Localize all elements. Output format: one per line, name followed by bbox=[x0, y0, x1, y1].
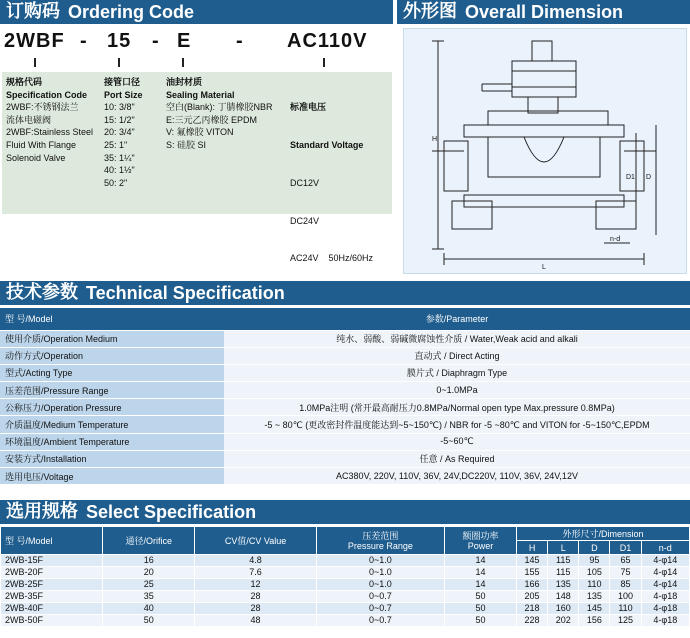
legend-head-cn: 接管口径 bbox=[104, 77, 141, 87]
th-dimension: 外形尺寸/Dimension bbox=[516, 527, 689, 541]
table-cell: 4.8 bbox=[195, 555, 316, 567]
table-cell: 110 bbox=[610, 603, 641, 615]
table-cell: 压差范围/Pressure Range bbox=[0, 382, 224, 399]
table-cell: 4-φ14 bbox=[641, 579, 689, 591]
code-seal: E bbox=[177, 30, 192, 52]
table-cell: 纯水、弱酸、弱碱微腐蚀性介质 / Water,Weak acid and alkali bbox=[224, 330, 690, 347]
dim-label-D1: D1 bbox=[626, 174, 635, 181]
th-orifice: 通径/Orifice bbox=[103, 527, 195, 555]
technical-spec-table bbox=[0, 308, 690, 485]
th-power bbox=[445, 527, 517, 555]
legend-head-en: Specification Code bbox=[6, 89, 88, 100]
table-cell: 75 bbox=[610, 567, 641, 579]
table-cell: 0~0.7 bbox=[316, 591, 444, 603]
legend-line: 流体电磁阀 bbox=[6, 114, 52, 125]
select-spec-header bbox=[0, 500, 690, 524]
left-flange bbox=[452, 201, 492, 229]
th-power-en: Power bbox=[467, 540, 494, 551]
dim-label-nd: n-d bbox=[610, 236, 621, 243]
table-cell: 直动式 / Direct Acting bbox=[224, 347, 690, 364]
table-cell: 148 bbox=[548, 591, 579, 603]
legend-head-en: Sealing Material bbox=[166, 89, 235, 100]
code-sep-2: - bbox=[152, 30, 160, 52]
dim-label-L: L bbox=[542, 264, 546, 271]
table-cell: 4-φ18 bbox=[641, 603, 689, 615]
code-size: 15 bbox=[107, 30, 132, 52]
ordering-title-cn: 订购码 bbox=[6, 1, 60, 22]
legend-head-en: Standard Voltage bbox=[290, 139, 364, 150]
legend-line: DC24V bbox=[290, 215, 320, 226]
table-cell: 20 bbox=[103, 567, 195, 579]
code-model: 2WBF bbox=[4, 30, 65, 52]
table-row bbox=[1, 603, 690, 615]
table-cell: 0~0.7 bbox=[316, 615, 444, 627]
overall-title-en: Overall Dimension bbox=[465, 2, 624, 22]
table-cell: 145 bbox=[579, 603, 610, 615]
table-cell: 0~0.7 bbox=[316, 603, 444, 615]
legend-line: 15: 1/2" bbox=[104, 114, 135, 125]
legend-line: E:三元乙丙橡胶 EPDM bbox=[166, 114, 258, 125]
table-header-row bbox=[1, 527, 690, 541]
table-cell: AC380V, 220V, 110V, 36V, 24V,DC220V, 110V, 36V, 24V,12V bbox=[224, 468, 690, 485]
table-cell: 14 bbox=[445, 579, 517, 591]
table-row bbox=[1, 555, 690, 567]
legend-line: 10: 3/8" bbox=[104, 102, 135, 113]
table-cell: 160 bbox=[548, 603, 579, 615]
table-cell: 2WB-25F bbox=[1, 579, 103, 591]
body-top bbox=[464, 125, 624, 137]
table-row bbox=[0, 364, 690, 381]
table-row bbox=[1, 591, 690, 603]
th-H: H bbox=[516, 541, 547, 555]
th-pressure-range bbox=[316, 527, 444, 555]
th-pressure-en: Pressure Range bbox=[347, 540, 413, 551]
table-cell: 115 bbox=[548, 567, 579, 579]
terminal-box bbox=[482, 84, 512, 91]
table-cell: 环境温度/Ambient Temperature bbox=[0, 433, 224, 450]
table-cell: 2WB-35F bbox=[1, 591, 103, 603]
legend-line: S: 硅胶 SI bbox=[166, 139, 207, 150]
table-cell: 1.0MPa注明 (常开最高耐压力0.8MPa/Normal open type Max.pressure 0.8MPa) bbox=[224, 399, 690, 416]
table-cell: 50 bbox=[445, 591, 517, 603]
table-row bbox=[0, 330, 690, 347]
table-cell: 公称压力/Operation Pressure bbox=[0, 399, 224, 416]
table-row bbox=[0, 433, 690, 450]
table-row bbox=[1, 615, 690, 627]
th-L: L bbox=[548, 541, 579, 555]
legend-line: Fluid With Flange bbox=[6, 139, 77, 150]
table-cell: 156 bbox=[579, 615, 610, 627]
legend-line: AC24V 50Hz/60Hz bbox=[290, 253, 374, 264]
legend-head-cn: 标准电压 bbox=[290, 102, 327, 113]
table-cell: 4-φ14 bbox=[641, 555, 689, 567]
table-row bbox=[0, 399, 690, 416]
legend-line: 2WBF:不锈钢法兰 bbox=[6, 102, 79, 113]
table-cell: 202 bbox=[548, 615, 579, 627]
th-nd: n-d bbox=[641, 541, 689, 555]
legend-line: 2WBF:Stainless Steel bbox=[6, 127, 94, 138]
table-cell: 95 bbox=[579, 555, 610, 567]
code-sep-1: - bbox=[80, 30, 88, 52]
table-cell: 14 bbox=[445, 567, 517, 579]
table-cell: 0~1.0 bbox=[316, 555, 444, 567]
table-cell: 48 bbox=[195, 615, 316, 627]
legend-port-size bbox=[104, 76, 168, 189]
table-cell: 28 bbox=[195, 591, 316, 603]
overall-dimension-header bbox=[397, 0, 690, 24]
th-cv: CV值/CV Value bbox=[195, 527, 316, 555]
table-row bbox=[0, 450, 690, 467]
right-pipe bbox=[620, 141, 644, 191]
legend-line: Solenoid Valve bbox=[6, 152, 66, 163]
table-cell: 2WB-50F bbox=[1, 615, 103, 627]
legend-line: 20: 3/4" bbox=[104, 127, 135, 138]
legend-line: 空白(Blank): 丁腈橡胶NBR bbox=[166, 102, 273, 113]
table-cell: 0~1.0 bbox=[316, 567, 444, 579]
ordering-title-en: Ordering Code bbox=[68, 2, 195, 22]
table-row bbox=[0, 416, 690, 433]
table-cell: 100 bbox=[610, 591, 641, 603]
select-title-en: Select Specification bbox=[86, 502, 257, 522]
table-cell: 动作方式/Operation bbox=[0, 347, 224, 364]
technical-title-en: Technical Specification bbox=[86, 283, 285, 303]
table-cell: 4-φ14 bbox=[641, 567, 689, 579]
code-tick bbox=[34, 58, 36, 67]
table-cell: 145 bbox=[516, 555, 547, 567]
table-cell: 2WB-15F bbox=[1, 555, 103, 567]
table-cell: 4-φ18 bbox=[641, 591, 689, 603]
th-power-cn: 额圈功率 bbox=[462, 530, 499, 541]
table-cell: 任意 / As Required bbox=[224, 450, 690, 467]
table-cell: 0~1.0MPa bbox=[224, 382, 690, 399]
table-cell: 安装方式/Installation bbox=[0, 450, 224, 467]
th-pressure-cn: 压差范围 bbox=[362, 530, 399, 541]
ordering-legend bbox=[2, 72, 392, 264]
technical-title-cn: 技术参数 bbox=[6, 282, 78, 303]
coil-cap bbox=[532, 41, 552, 61]
th-model: 型 号/Model bbox=[1, 527, 103, 555]
table-cell: 使用介质/Operation Medium bbox=[0, 330, 224, 347]
th-D: D bbox=[579, 541, 610, 555]
legend-line: 25: 1" bbox=[104, 139, 128, 150]
table-cell: 膜片式 / Diaphragm Type bbox=[224, 364, 690, 381]
table-cell: 14 bbox=[445, 555, 517, 567]
table-cell: 218 bbox=[516, 603, 547, 615]
legend-head-cn: 规格代码 bbox=[6, 77, 43, 87]
table-cell: 166 bbox=[516, 579, 547, 591]
table-cell: -5~60℃ bbox=[224, 433, 690, 450]
table-cell: 105 bbox=[579, 567, 610, 579]
select-title-cn: 选用规格 bbox=[6, 501, 78, 522]
dim-label-H: H bbox=[432, 136, 438, 143]
right-flange bbox=[596, 201, 636, 229]
left-pipe bbox=[444, 141, 468, 191]
overall-title-cn: 外形图 bbox=[403, 1, 457, 22]
table-cell: 4-φ18 bbox=[641, 615, 689, 627]
dimension-drawing bbox=[403, 28, 687, 274]
select-spec-table bbox=[0, 526, 690, 627]
table-row bbox=[1, 567, 690, 579]
table-cell: 85 bbox=[610, 579, 641, 591]
legend-line: DC12V bbox=[290, 177, 320, 188]
table-cell: 25 bbox=[103, 579, 195, 591]
ordering-code-header bbox=[0, 0, 393, 24]
table-cell: 65 bbox=[610, 555, 641, 567]
table-cell: 介质温度/Medium Temperature bbox=[0, 416, 224, 433]
table-cell: 40 bbox=[103, 603, 195, 615]
legend-sealing bbox=[166, 76, 290, 152]
dim-label-D: D bbox=[646, 174, 652, 181]
legend-line: 50: 2" bbox=[104, 177, 128, 188]
legend-line: V: 氟橡胶 VITON bbox=[166, 127, 234, 138]
valve-drawing-svg bbox=[404, 29, 686, 273]
table-row bbox=[0, 468, 690, 485]
technical-spec-header bbox=[0, 281, 690, 305]
table-header-cell: 参数/Parameter bbox=[224, 308, 690, 330]
table-cell: -5 ~ 80℃ (更改密封件温度能达到~5~150℃) / NBR for -5 ~80℃ and VITON for -5~150℃,EPDM bbox=[224, 416, 690, 433]
legend-line: 40: 1½" bbox=[104, 165, 135, 176]
code-voltage: AC110V bbox=[287, 30, 368, 52]
table-cell: 110 bbox=[579, 579, 610, 591]
table-header-cell: 型 号/Model bbox=[0, 308, 224, 330]
table-cell: 50 bbox=[445, 615, 517, 627]
table-cell: 228 bbox=[516, 615, 547, 627]
table-cell: 135 bbox=[548, 579, 579, 591]
table-cell: 205 bbox=[516, 591, 547, 603]
table-cell: 155 bbox=[516, 567, 547, 579]
coil-body bbox=[512, 61, 576, 97]
table-cell: 选用电压/Voltage bbox=[0, 468, 224, 485]
legend-spec-code bbox=[6, 76, 106, 164]
table-cell: 125 bbox=[610, 615, 641, 627]
table-cell: 35 bbox=[103, 591, 195, 603]
code-tick bbox=[182, 58, 184, 67]
table-cell: 12 bbox=[195, 579, 316, 591]
table-cell: 50 bbox=[445, 603, 517, 615]
table-cell: 7.6 bbox=[195, 567, 316, 579]
legend-head-cn: 油封材质 bbox=[166, 77, 203, 87]
table-cell: 135 bbox=[579, 591, 610, 603]
th-D1: D1 bbox=[610, 541, 641, 555]
table-row bbox=[0, 347, 690, 364]
code-tick bbox=[118, 58, 120, 67]
table-row bbox=[1, 579, 690, 591]
table-cell: 28 bbox=[195, 603, 316, 615]
table-cell: 16 bbox=[103, 555, 195, 567]
select-table-body bbox=[1, 555, 690, 627]
code-sep-3: - bbox=[236, 30, 244, 52]
legend-line: 35: 1¼" bbox=[104, 152, 135, 163]
table-cell: 50 bbox=[103, 615, 195, 627]
table-cell: 115 bbox=[548, 555, 579, 567]
table-cell: 型式/Acting Type bbox=[0, 364, 224, 381]
table-cell: 2WB-40F bbox=[1, 603, 103, 615]
body bbox=[488, 137, 600, 177]
code-tick bbox=[323, 58, 325, 67]
table-row bbox=[0, 382, 690, 399]
legend-head-en: Port Size bbox=[104, 89, 143, 100]
table-header-row bbox=[0, 308, 690, 330]
table-cell: 0~1.0 bbox=[316, 579, 444, 591]
table-cell: 2WB-20F bbox=[1, 567, 103, 579]
